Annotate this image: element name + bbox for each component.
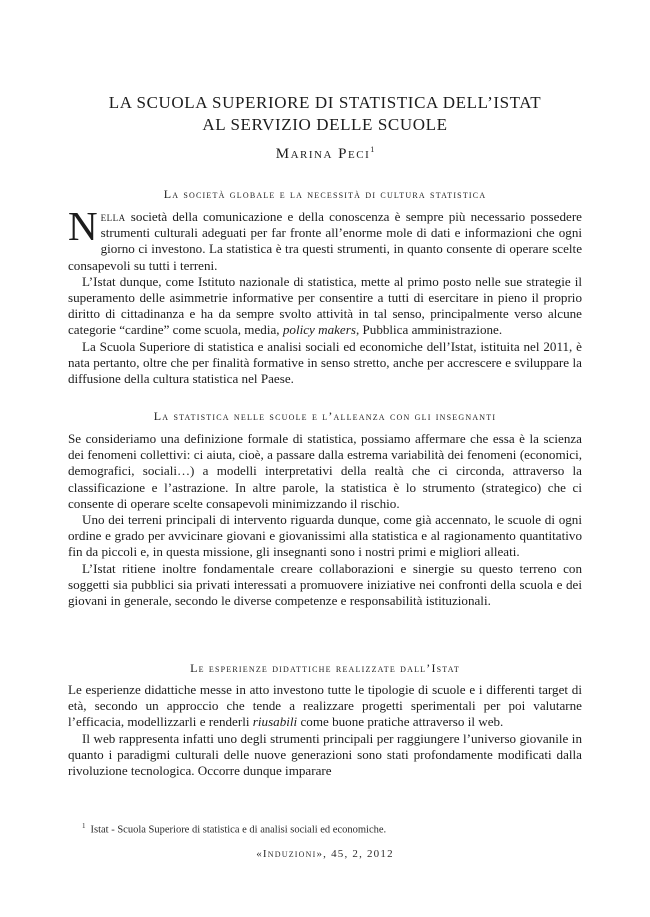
- paragraph: Uno dei terreni principali di intervento riguarda dunque, come già accennato, le scuole di ogni ordine e grado per avvicinare giovani e giovanissimi alla statistica e al ragionamento quantitativo fin da piccoli e, in questa missione, gli insegnanti sono i nostri primi e migliori alleati.: [68, 512, 582, 560]
- drop-cap: N: [68, 203, 98, 249]
- footnote: [82, 822, 386, 836]
- italic-term: policy makers: [282, 322, 356, 338]
- paragraph: [68, 682, 582, 731]
- paragraph: [68, 203, 582, 274]
- paragraph-text: , Pubblica amministrazione.: [355, 322, 503, 338]
- paragraph-text: come buone pratiche attraverso il web.: [297, 714, 504, 730]
- section-heading-1: La società globale e la necessità di cultura statistica: [163, 187, 487, 201]
- paragraph: [68, 274, 582, 339]
- paragraph: L’Istat ritiene inoltre fondamentale creare collaborazioni e sinergie su questo terreno con soggetti sia pubblici sia privati interessati a promuovere iniziative nei confronti della scuola e dei giovani in generale, secondo le diverse competenze e responsabilità istituzionali.: [68, 560, 582, 609]
- lead-word: ella: [100, 209, 126, 224]
- journal-footer: «Induzioni», 45, 2, 2012: [256, 848, 394, 860]
- author-footnote-mark: 1: [370, 145, 375, 154]
- paragraph-text: L’Istat dunque, come Istituto nazionale di statistica, mette al primo posto nelle sue strategie il superamento delle asimmetrie informative per consentire a tutti di esercitare in pieno il proprio diritto di cittadinanza e ha da sempre svolto attività in tal senso, principalmente verso alcune categorie “cardine” come scuola, media,: [68, 273, 582, 338]
- title-line-2: AL SERVIZIO DELLE SCUOLE: [202, 115, 448, 134]
- paragraph: La Scuola Superiore di statistica e analisi sociali ed economiche dell’Istat, istituita nel 2011, è nata pertanto, oltre che per finalità formative in senso stretto, anche per accrescere e sviluppare la diffusione della cultura statistica nel Paese.: [68, 338, 582, 387]
- footnote-mark: 1: [82, 822, 86, 830]
- article-title: [68, 92, 582, 136]
- author-name: Marina Peci: [275, 146, 371, 162]
- section-heading-2: La statistica nelle scuole e l’alleanza con gli insegnanti: [153, 409, 497, 423]
- paragraph: Il web rappresenta infatti uno degli strumenti principali per raggiungere l’universo giovanile in quanto i paradigmi culturali delle nuove generazioni sono stati profondamente modificati dalla rivoluzione tecnologica. Occorre dunque imparare: [68, 730, 582, 779]
- title-line-1: LA SCUOLA SUPERIORE DI STATISTICA DELL’ISTAT: [108, 93, 542, 112]
- author: [68, 145, 582, 163]
- section-body-1: [68, 203, 582, 387]
- footnote-text: Istat - Scuola Superiore di statistica e di analisi sociali ed economiche.: [90, 824, 387, 836]
- section-body-3: [68, 682, 582, 779]
- section-body-2: [68, 431, 582, 609]
- paragraph-text: Le esperienze didattiche messe in atto investono tutte le tipologie di scuole e i differenti target di età, secondo un approccio che tende a realizzare progetti sperimentali per poi valutarne l’efficacia, modellizzarli e renderli: [68, 682, 582, 730]
- section-heading-3: Le esperienze didattiche realizzate dall’Istat: [190, 661, 460, 675]
- paragraph: Se consideriamo una definizione formale di statistica, possiamo affermare che essa è la scienza dei fenomeni collettivi: ci aiuta, cioè, a passare dalla estrema variabilità dei fenomeni (economici, demografici, sociali…) a modelli interpretativi della realtà che ci circonda, attraverso la classificazione e l’astrazione. In altre parole, la statistica è lo strumento (strategico) che ci consente di operare scelte consapevoli minimizzando il rischio.: [68, 431, 582, 511]
- paragraph-text: società della comunicazione e della conoscenza è sempre più necessario possedere strumenti culturali adeguati per far fronte all’enorme mole di dati e informazioni che ogni giorno ci investono. La statistica è tra questi strumenti, in quanto consente di operare scelte consapevoli su tutti i terreni.: [68, 209, 582, 273]
- italic-term: riusabili: [252, 714, 298, 730]
